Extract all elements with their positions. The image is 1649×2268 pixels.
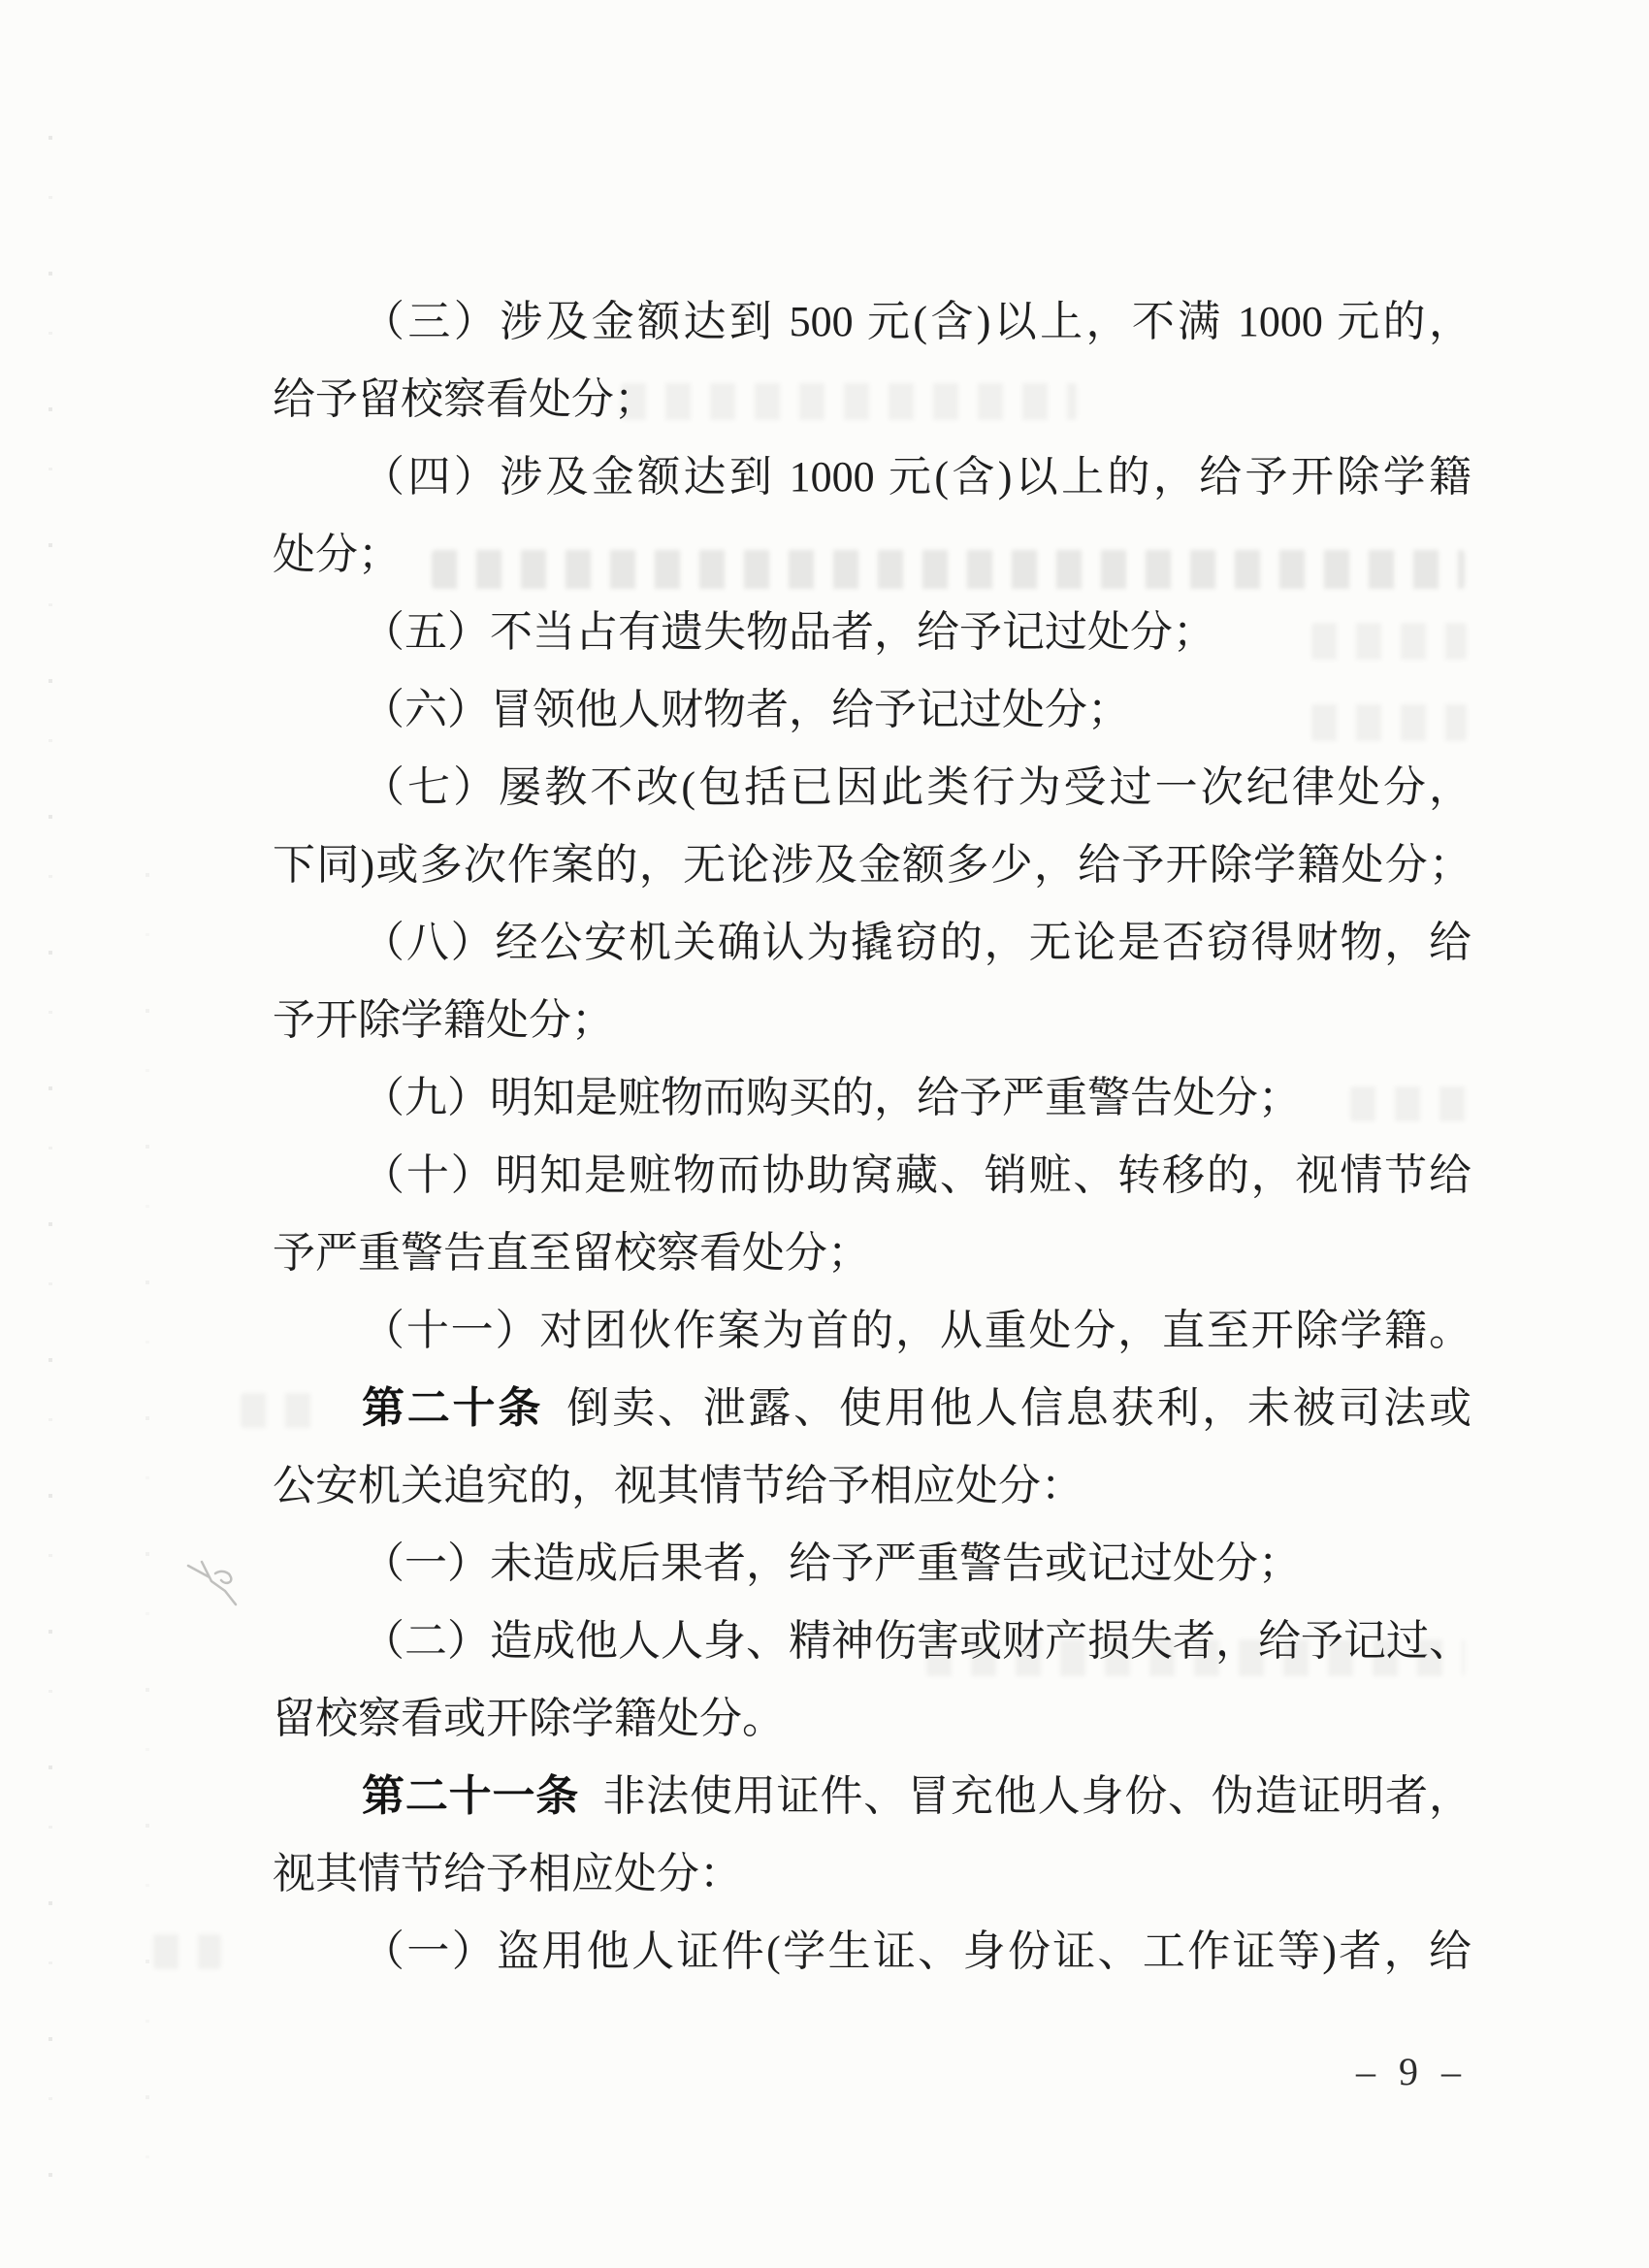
line-text: （四）涉及金额达到 1000 元(含)以上的，给予开除学籍 (362, 453, 1471, 501)
document-line (273, 1680, 1471, 1758)
document-line (273, 904, 1471, 982)
line-text: 下同)或多次作案的，无论涉及金额多少，给予开除学籍处分； (273, 841, 1471, 889)
page-number: – 9 – (1356, 2050, 1468, 2093)
line-text: 处分； (273, 531, 401, 578)
line-text: （一）盗用他人证件(学生证、身份证、工作证等)者，给 (362, 1928, 1471, 1975)
document-line (273, 671, 1471, 749)
line-text: 非法使用证件、冒充他人身份、伪造证明者， (602, 1772, 1472, 1820)
line-text: （二）造成他人人身、精神伤害或财产损失者，给予记过、 (362, 1617, 1471, 1665)
document-line (273, 1292, 1471, 1370)
line-text: 倒卖、泄露、使用他人信息获利，未被司法或 (566, 1384, 1472, 1432)
scan-noise-column (48, 136, 52, 2181)
line-text: 留校察看或开除学籍处分。 (273, 1695, 785, 1742)
article-number: 第二十条 (362, 1384, 544, 1432)
document-body (273, 283, 1471, 1991)
line-text: （六）冒领他人财物者，给予记过处分； (362, 686, 1130, 733)
document-line (273, 749, 1471, 826)
pencil-mark (182, 1548, 270, 1616)
line-text: 视其情节给予相应处分： (273, 1850, 742, 1897)
document-line (273, 1913, 1471, 1991)
bleedthrough-artifact (153, 1934, 221, 1969)
document-line (273, 361, 1471, 438)
line-text: （一）未造成后果者，给予严重警告或记过处分； (362, 1539, 1301, 1587)
line-text: （三）涉及金额达到 500 元(含)以上，不满 1000 元的， (362, 298, 1471, 345)
document-line (273, 283, 1471, 361)
line-text: 公安机关追究的，视其情节给予相应处分： (273, 1462, 1083, 1509)
document-line (273, 1525, 1471, 1603)
line-text: （八）经公安机关确认为撬窃的，无论是否窃得财物，给 (362, 919, 1471, 966)
document-line (273, 1603, 1471, 1680)
line-text: （十一）对团伙作案为首的，从重处分，直至开除学籍。 (362, 1307, 1471, 1354)
line-text: 给予留校察看处分； (273, 375, 657, 423)
document-line (273, 1835, 1471, 1913)
line-text: （九）明知是赃物而购买的，给予严重警告处分； (362, 1074, 1301, 1121)
line-text: （七）屡教不改(包括已因此类行为受过一次纪律处分， (362, 763, 1471, 811)
document-line (273, 1215, 1471, 1292)
document-line (273, 594, 1471, 671)
document-line (273, 438, 1471, 516)
line-text: （五）不当占有遗失物品者，给予记过处分； (362, 608, 1215, 656)
scan-noise-column (146, 873, 149, 2181)
document-line (273, 1758, 1471, 1835)
document-line (273, 516, 1471, 594)
line-text: 予严重警告直至留校察看处分； (273, 1229, 870, 1277)
line-text: 予开除学籍处分； (273, 996, 614, 1044)
line-text: （十）明知是赃物而协助窝藏、销赃、转移的，视情节给 (362, 1151, 1471, 1199)
document-line (273, 826, 1471, 904)
document-line (273, 1447, 1471, 1525)
document-line (273, 1370, 1471, 1447)
article-number: 第二十一条 (362, 1772, 580, 1820)
document-line (273, 1137, 1471, 1215)
document-line (273, 1059, 1471, 1137)
document-line (273, 982, 1471, 1059)
